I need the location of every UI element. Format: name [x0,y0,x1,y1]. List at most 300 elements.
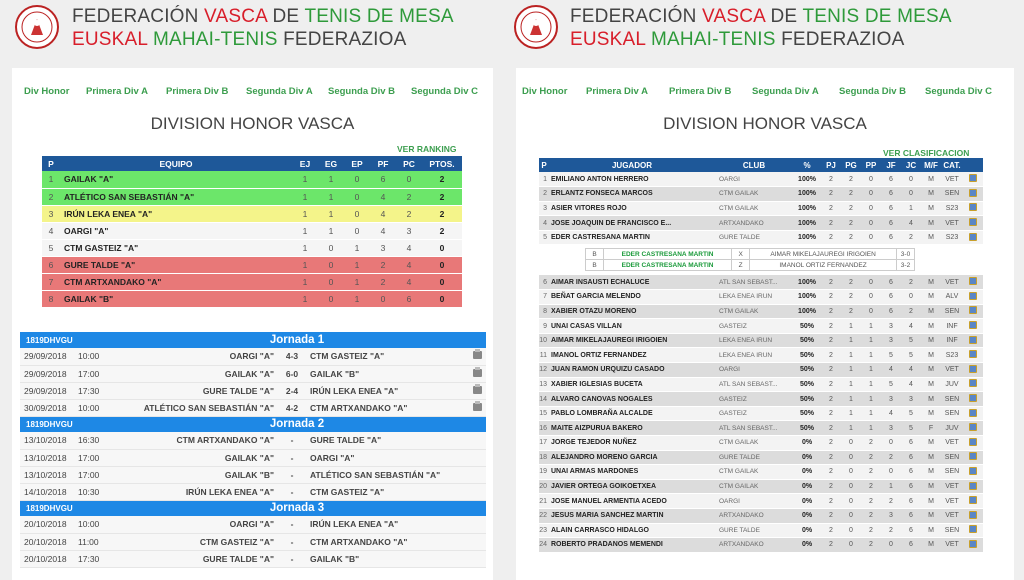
stat-cell: 1 [841,363,861,378]
match-date: 13/10/2018 [20,449,78,466]
stat-cell: 2 [861,436,881,451]
stat-cell: M [921,333,941,348]
subtable-row [539,245,983,275]
home-team: IRÚN LEKA ENEA "A" [126,483,278,500]
standings-row[interactable] [42,171,462,188]
match-row[interactable] [20,365,486,382]
player-club: ATL SAN SEBAST... [715,377,793,392]
nav-segunda-div-b[interactable]: Segunda Div B [839,86,907,97]
player-club: CTM GAILAK [715,304,793,319]
detail-icon[interactable] [969,350,977,358]
away-team: IRÚN LEKA ENEA "A" [306,382,468,399]
federation-name: FEDERACIÓN VASCA DE TENIS DE MESA EUSKAL MAHAI-TENIS FEDERAZIOA [72,6,454,50]
away-team: ATLÉTICO SAN SEBASTIÁN "A" [306,466,468,483]
player-percent: 100% [793,201,821,216]
stat-cell: 6 [901,523,921,538]
standings-table [42,156,462,308]
home-team: ATLÉTICO SAN SEBASTIÁN "A" [126,399,278,416]
match-row[interactable] [20,399,486,416]
player-club: LEKA ENEA IRUN [715,290,793,305]
stat-cell: S23 [941,348,963,363]
player-row[interactable] [539,230,983,245]
player-row[interactable] [539,363,983,378]
player-percent: 50% [793,348,821,363]
side-label: B [586,249,604,260]
stat-cell: 6 [901,450,921,465]
stat-cell: 1 [292,239,318,256]
stat-cell: 6 [901,479,921,494]
standings-row[interactable] [42,205,462,222]
stat-cell: M [921,508,941,523]
player-row[interactable] [539,216,983,231]
team-name: ATLÉTICO SAN SEBASTIÁN "A" [60,188,292,205]
home-team: CTM ARTXANDAKO "A" [126,432,278,449]
player-row[interactable] [539,406,983,421]
print-cell [468,432,486,449]
stat-cell: 6 [901,538,921,553]
match-time: 17:00 [78,449,126,466]
stat-cell: 2 [841,187,861,202]
stat-cell: 0 [318,256,344,273]
player-position: 10 [539,333,549,348]
away-team: GAILAK "B" [306,365,468,382]
match-row[interactable] [20,348,486,365]
stat-cell: 2 [821,450,841,465]
match-row[interactable] [20,550,486,567]
player-row[interactable] [539,201,983,216]
player-position: 2 [539,187,549,202]
player-name: JORGE TEJEDOR NUÑEZ [549,436,715,451]
stat-cell: 3 [881,392,901,407]
ver-clasificacion-link[interactable]: VER CLASIFICACION [883,148,970,158]
home-team: GAILAK "B" [126,466,278,483]
nav-primera-div-b[interactable]: Primera Div B [166,86,229,97]
detail-cell [963,290,983,305]
nav-segunda-div-b[interactable]: Segunda Div B [328,86,396,97]
detail-cell [963,465,983,480]
stat-cell: 1 [292,188,318,205]
points: 0 [422,273,462,290]
detail-cell [963,172,983,187]
jornada-header [20,500,486,516]
detail-icon[interactable] [969,336,977,344]
stat-cell: 5 [901,421,921,436]
column-header: CAT. [941,158,963,172]
stat-cell: 1 [318,205,344,222]
stat-cell: INF [941,319,963,334]
player-row[interactable] [539,290,983,305]
player-position: 14 [539,392,549,407]
away-team: CTM GASTEIZ "A" [306,348,468,365]
stat-cell: 6 [881,216,901,231]
column-header: % [793,158,821,172]
federation-logo [514,5,558,49]
print-cell [468,483,486,500]
jornada-spacer [468,500,486,516]
nav-div-honor[interactable]: Div Honor [522,86,568,97]
player-row[interactable] [539,465,983,480]
player-position: 18 [539,450,549,465]
detail-icon[interactable] [969,203,977,211]
match-score: 4-3 [278,348,306,365]
nav-primera-div-a[interactable]: Primera Div A [586,86,648,97]
stat-cell: 3 [881,333,901,348]
stat-cell: M [921,406,941,421]
detail-cell [963,392,983,407]
match-date: 29/09/2018 [20,365,78,382]
match-time: 10:00 [78,516,126,533]
player-row[interactable] [539,523,983,538]
column-header: EJ [292,156,318,171]
print-cell [468,550,486,567]
position: 5 [42,239,60,256]
stat-cell: 2 [841,275,861,290]
detail-icon[interactable] [969,379,977,387]
stat-cell: M [921,538,941,553]
stat-cell: 4 [901,363,921,378]
standings-row[interactable] [42,222,462,239]
ver-ranking-link[interactable]: VER RANKING [397,144,457,154]
stat-cell: 0 [861,187,881,202]
stat-cell: 1 [841,406,861,421]
player-club: GASTEIZ [715,392,793,407]
player-name: AIMAR MIKELAJAUREGI IRIGOIEN [549,333,715,348]
stat-cell: 1 [841,319,861,334]
players-header-row [539,158,983,172]
page-title: DIVISION HONOR VASCA [150,114,355,133]
stat-cell: 2 [821,230,841,245]
stat-cell: 0 [344,188,370,205]
detail-icon[interactable] [969,218,977,226]
home-team: GAILAK "A" [126,449,278,466]
standings-row[interactable] [42,273,462,290]
match-row[interactable] [20,382,486,399]
stat-cell: M [921,479,941,494]
player-row[interactable] [539,436,983,451]
match-row[interactable] [20,449,486,466]
player-percent: 50% [793,392,821,407]
detail-icon[interactable] [969,306,977,314]
detail-cell [963,538,983,553]
stat-cell: 1 [861,406,881,421]
nav-segunda-div-c[interactable]: Segunda Div C [411,86,479,97]
stat-cell: 1 [841,348,861,363]
stat-cell: 6 [901,508,921,523]
column-header: JUGADOR [549,158,715,172]
detail-icon[interactable] [969,365,977,373]
position: 6 [42,256,60,273]
match-date: 20/10/2018 [20,516,78,533]
player-position: 19 [539,465,549,480]
federation-logo [15,5,59,49]
player-percent: 50% [793,377,821,392]
player-row[interactable] [539,348,983,363]
stat-cell: SEN [941,465,963,480]
detail-icon[interactable] [969,452,977,460]
position: 2 [42,188,60,205]
match-time: 17:00 [78,466,126,483]
match-date: 29/09/2018 [20,382,78,399]
match-row[interactable] [20,483,486,500]
stat-cell: 2 [821,392,841,407]
stat-cell: 1 [344,256,370,273]
printer-icon[interactable] [473,386,482,394]
stat-cell: 6 [881,201,901,216]
stat-cell: VET [941,494,963,509]
player-club: CTM GAILAK [715,436,793,451]
stat-cell: 1 [292,222,318,239]
stat-cell: 2 [821,523,841,538]
team-name: GAILAK "B" [60,290,292,307]
player-position: 6 [539,275,549,290]
stat-cell: 1 [841,377,861,392]
home-team: OARGI "A" [126,348,278,365]
stat-cell: 2 [821,377,841,392]
player-name: AIMAR INSAUSTI ECHALUCE [549,275,715,290]
player-row[interactable] [539,377,983,392]
federation-name: FEDERACIÓN VASCA DE TENIS DE MESA EUSKAL MAHAI-TENIS FEDERAZIOA [570,6,952,50]
stat-cell: SEN [941,450,963,465]
stat-cell: 0 [861,304,881,319]
match-date: 13/10/2018 [20,432,78,449]
player-row[interactable] [539,421,983,436]
player-row[interactable] [539,538,983,553]
stat-cell: 4 [881,363,901,378]
header [506,0,1024,55]
stat-cell: 0 [901,172,921,187]
stat-cell: 0 [861,216,881,231]
player-name: UNAI CASAS VILLAN [549,319,715,334]
content-card [12,68,493,580]
header [0,0,503,55]
player-club: ARTXANDAKO [715,538,793,553]
detail-cell [963,333,983,348]
player-row[interactable] [539,172,983,187]
player-row[interactable] [539,187,983,202]
column-header: PG [841,158,861,172]
detail-icon[interactable] [969,394,977,402]
column-header: PTOS. [422,156,462,171]
stat-cell: F [921,421,941,436]
nav-div-honor[interactable]: Div Honor [24,86,70,97]
match-row[interactable] [20,533,486,550]
detail-cell [963,363,983,378]
stat-cell: 3 [881,319,901,334]
stat-cell: M [921,436,941,451]
column-header: JC [901,158,921,172]
printer-icon[interactable] [473,351,482,359]
stat-cell: SEN [941,187,963,202]
standings-header-row [42,156,462,171]
home-team: GURE TALDE "A" [126,550,278,567]
stat-cell: 0 [841,494,861,509]
standings-row[interactable] [42,239,462,256]
stat-cell: 0 [861,172,881,187]
stat-cell: 5 [881,377,901,392]
stat-cell: 0 [861,201,881,216]
detail-icon[interactable] [969,438,977,446]
jornada-header [20,416,486,432]
stat-cell: 1 [292,273,318,290]
stat-cell: 1 [841,333,861,348]
stat-cell: M [921,319,941,334]
stat-cell: 0 [861,230,881,245]
player-name: ERLANTZ FONSECA MARCOS [549,187,715,202]
stat-cell: 3 [370,239,396,256]
stat-cell: 6 [881,304,901,319]
player-percent: 50% [793,406,821,421]
player-row[interactable] [539,479,983,494]
jornada-title: Jornada 1 [126,332,468,348]
player-club: GASTEIZ [715,319,793,334]
column-header: PP [861,158,881,172]
detail-icon[interactable] [969,496,977,504]
column-header: PJ [821,158,841,172]
standings-row[interactable] [42,290,462,307]
nav-primera-div-a[interactable]: Primera Div A [86,86,148,97]
player-position: 11 [539,348,549,363]
player-name: ASIER VITORES ROJO [549,201,715,216]
jornada-code: 1819DHVGU [20,332,126,348]
player-row[interactable] [539,275,983,290]
opponent-name: AIMAR MIKELAJAUREGI IRIGOIEN [750,249,897,260]
match-date: 29/09/2018 [20,348,78,365]
match-row[interactable] [20,516,486,533]
standings-row[interactable] [42,188,462,205]
points: 2 [422,205,462,222]
player-percent: 100% [793,187,821,202]
nav-segunda-div-c[interactable]: Segunda Div C [925,86,993,97]
division-nav [12,86,493,100]
player-position: 20 [539,479,549,494]
match-score: - [278,466,306,483]
detail-icon[interactable] [969,511,977,519]
detail-icon[interactable] [969,277,977,285]
stat-cell: 2 [370,273,396,290]
player-percent: 50% [793,333,821,348]
detail-icon[interactable] [969,423,977,431]
match-score: - [278,550,306,567]
stat-cell: VET [941,363,963,378]
stat-cell: M [921,216,941,231]
player-name: ALAIN CARRASCO HIDALGO [549,523,715,538]
detail-cell [963,275,983,290]
player-row[interactable] [539,494,983,509]
position: 4 [42,222,60,239]
detail-icon[interactable] [969,233,977,241]
print-cell [468,382,486,399]
detail-icon[interactable] [969,321,977,329]
stat-cell: 1 [318,222,344,239]
player-row[interactable] [539,333,983,348]
stat-cell: 1 [861,392,881,407]
stat-cell: 1 [344,239,370,256]
player-club: GASTEIZ [715,406,793,421]
detail-icon[interactable] [969,174,977,182]
stat-cell: 1 [861,333,881,348]
printer-icon[interactable] [473,403,482,411]
stat-cell: 1 [292,205,318,222]
player-club: ARTXANDAKO [715,216,793,231]
stat-cell: 2 [901,304,921,319]
match-row[interactable] [20,432,486,449]
player-percent: 0% [793,436,821,451]
away-team: CTM ARTXANDAKO "A" [306,533,468,550]
stat-cell: 0 [318,273,344,290]
stat-cell: 2 [821,421,841,436]
standings-row[interactable] [42,256,462,273]
player-position: 22 [539,508,549,523]
detail-icon[interactable] [969,292,977,300]
stat-cell: 2 [901,275,921,290]
opponent-name: IMANOL ORTIZ FERNANDEZ [750,260,897,271]
detail-icon[interactable] [969,540,977,548]
stat-cell: M [921,465,941,480]
jornada-spacer [468,416,486,432]
match-row[interactable] [20,466,486,483]
player-row[interactable] [539,319,983,334]
player-row[interactable] [539,508,983,523]
printer-icon[interactable] [473,369,482,377]
player-club: ATL SAN SEBAST... [715,275,793,290]
team-name: OARGI "A" [60,222,292,239]
detail-icon[interactable] [969,482,977,490]
nav-segunda-div-a[interactable]: Segunda Div A [752,86,819,97]
away-team: OARGI "A" [306,449,468,466]
detail-cell [963,494,983,509]
match-score: 6-0 [278,365,306,382]
match-date: 20/10/2018 [20,550,78,567]
nav-primera-div-b[interactable]: Primera Div B [669,86,732,97]
nav-segunda-div-a[interactable]: Segunda Div A [246,86,313,97]
player-row[interactable] [539,450,983,465]
stat-cell: 4 [901,216,921,231]
stat-cell: 1 [861,348,881,363]
stat-cell: 6 [901,494,921,509]
match-score: - [278,516,306,533]
player-percent: 0% [793,450,821,465]
player-percent: 100% [793,275,821,290]
match-date: 30/09/2018 [20,399,78,416]
stat-cell: 2 [901,230,921,245]
player-club: CTM GAILAK [715,479,793,494]
match-score: 2-4 [278,382,306,399]
match-score: - [278,483,306,500]
stat-cell: M [921,172,941,187]
player-row[interactable] [539,304,983,319]
stat-cell: 2 [841,290,861,305]
detail-cell [963,377,983,392]
stat-cell: SEN [941,392,963,407]
player-position: 7 [539,290,549,305]
detail-icon[interactable] [969,409,977,417]
detail-icon[interactable] [969,525,977,533]
detail-icon[interactable] [969,189,977,197]
stat-cell: 6 [370,171,396,188]
stat-cell: 6 [881,275,901,290]
detail-icon[interactable] [969,467,977,475]
stat-cell: M [921,450,941,465]
stat-cell: 0 [901,187,921,202]
stat-cell: 6 [881,230,901,245]
stat-cell: 3 [881,508,901,523]
match-time: 10:00 [78,348,126,365]
player-row[interactable] [539,392,983,407]
match-time: 17:00 [78,365,126,382]
stat-cell: SEN [941,304,963,319]
match-time: 17:30 [78,550,126,567]
stat-cell: VET [941,172,963,187]
